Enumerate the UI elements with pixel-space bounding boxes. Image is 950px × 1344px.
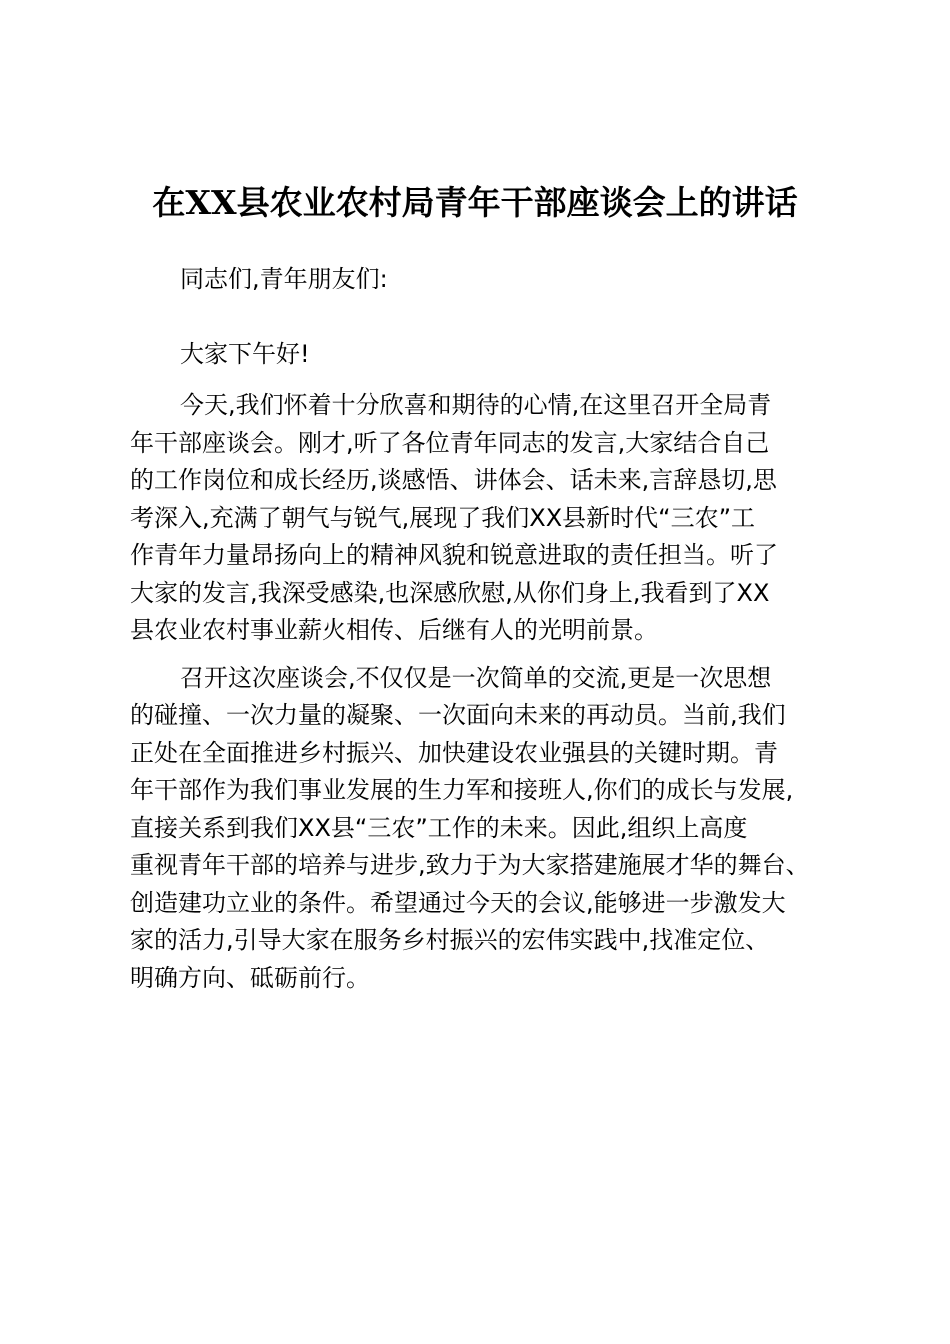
paragraph-2-line-9: 明确方向、砥砺前行。: [130, 964, 370, 992]
paragraph-2-line-6: 重视青年干部的培养与进步,致力于为大家搭建施展才华的舞台、: [130, 851, 810, 879]
paragraph-1-line-1: 今天,我们怀着十分欣喜和期待的心情,在这里召开全局青: [180, 391, 772, 419]
paragraph-2-line-3: 正处在全面推进乡村振兴、加快建设农业强县的关键时期。青: [130, 739, 778, 767]
paragraph-2-line-2: 的碰撞、一次力量的凝聚、一次面向未来的再动员。当前,我们: [130, 701, 786, 729]
salutation: 同志们,青年朋友们:: [180, 265, 388, 293]
greeting: 大家下午好!: [180, 340, 310, 368]
paragraph-2-line-7: 创造建功立业的条件。希望通过今天的会议,能够进一步激发大: [130, 889, 786, 917]
paragraph-1-line-2: 年干部座谈会。刚才,听了各位青年同志的发言,大家结合自己: [130, 429, 770, 457]
paragraph-1-line-4: 考深入,充满了朝气与锐气,展现了我们XX县新时代“三农”工: [130, 504, 756, 532]
paragraph-1-line-6: 大家的发言,我深受感染,也深感欣慰,从你们身上,我看到了XX: [130, 579, 770, 607]
document-title: 在XX县农业农村局青年干部座谈会上的讲话: [152, 183, 798, 222]
paragraph-1-line-3: 的工作岗位和成长经历,谈感悟、讲体会、话未来,言辞恳切,思: [130, 466, 777, 494]
paragraph-2-line-8: 家的活力,引导大家在服务乡村振兴的宏伟实践中,找准定位、: [130, 926, 770, 954]
paragraph-2-line-1: 召开这次座谈会,不仅仅是一次简单的交流,更是一次思想: [180, 664, 772, 692]
paragraph-1-line-5: 作青年力量昂扬向上的精神风貌和锐意进取的责任担当。听了: [130, 541, 778, 569]
paragraph-2-line-4: 年干部作为我们事业发展的生力军和接班人,你们的成长与发展,: [130, 776, 794, 804]
paragraph-2-line-5: 直接关系到我们XX县“三农”工作的未来。因此,组织上高度: [130, 814, 748, 842]
paragraph-1-line-7: 县农业农村事业薪火相传、后继有人的光明前景。: [130, 616, 658, 644]
